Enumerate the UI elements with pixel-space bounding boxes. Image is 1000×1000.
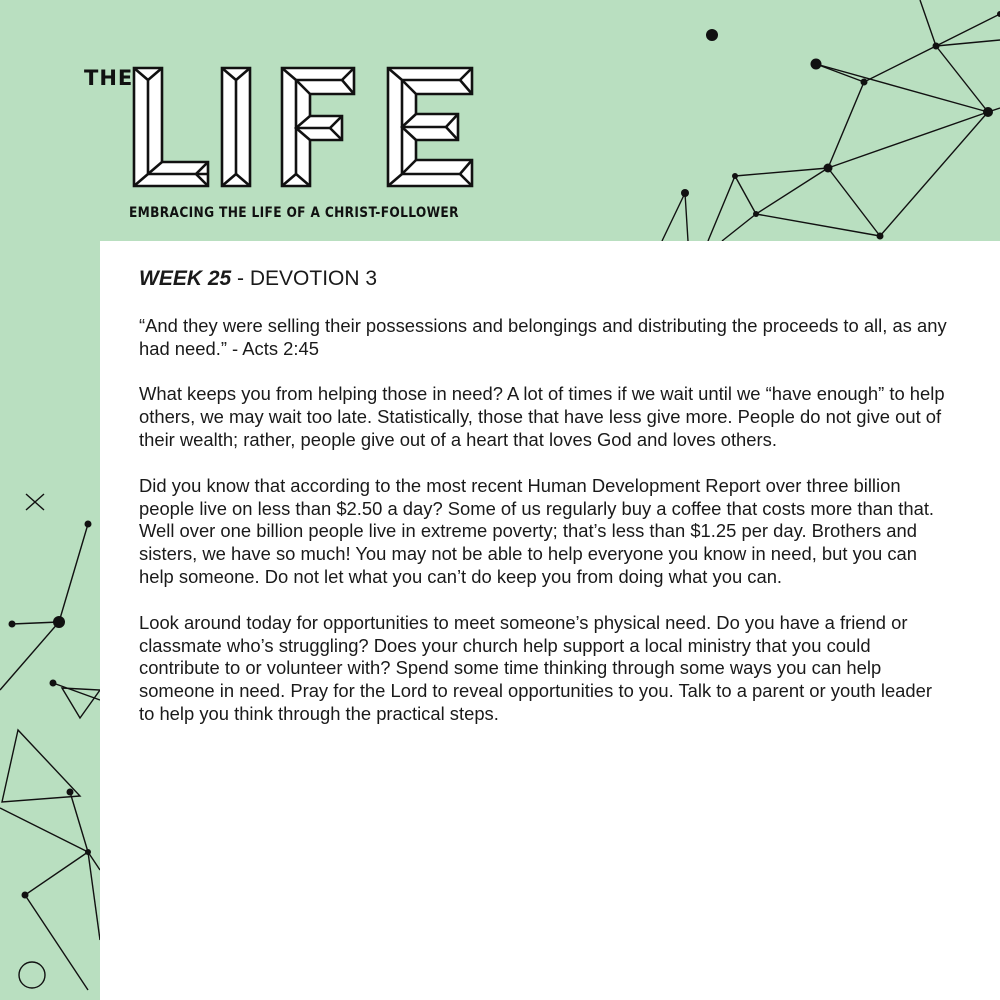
logo-life-wordmark [130,66,476,188]
paragraph-1: What keeps you from helping those in need? A lot of times if we wait until we “have enough” to help others, we may wait too late. Statistically, those that have less give more. People do not give out of their wealth; rather, people give out of a heart that loves God and loves others. [139,383,945,450]
scripture-quote: “And they were selling their possessions and belongings and distributing the proceeds to all, as any had need.” - Acts 2:45 [139,314,947,359]
logo-the: THE [84,66,134,90]
logo-tagline: EMBRACING THE LIFE OF A CHRIST-FOLLOWER [129,205,459,221]
devotion-heading [139,268,949,291]
paragraph-3: Look around today for opportunities to meet someone’s physical need. Do you have a friend or classmate who’s struggling? Does your church help support a local ministry that you could contribute to or volunteer with? Spend some time thinking through some ways you can help someone in need. Pray for the Lord to reveal opportunities to you. Talk to a parent or youth leader to help you think through the practical steps. [139,611,932,724]
devotion-content [139,268,949,749]
week-label: WEEK 25 [139,267,232,290]
devotion-label: DEVOTION 3 [249,267,378,290]
heading-separator: - [231,267,250,290]
paragraph-2: Did you know that according to the most recent Human Development Report over three billion people live on less than $2.50 a day? Some of us regularly buy a coffee that costs more than that. Well over one billion people live in extreme poverty; that’s less than $1.25 per day. Brothers and sisters, we have so much! You may not be able to help everyone you know in need, but you can help someone. Do not let what you can’t do keep you from doing what you can. [139,474,935,587]
